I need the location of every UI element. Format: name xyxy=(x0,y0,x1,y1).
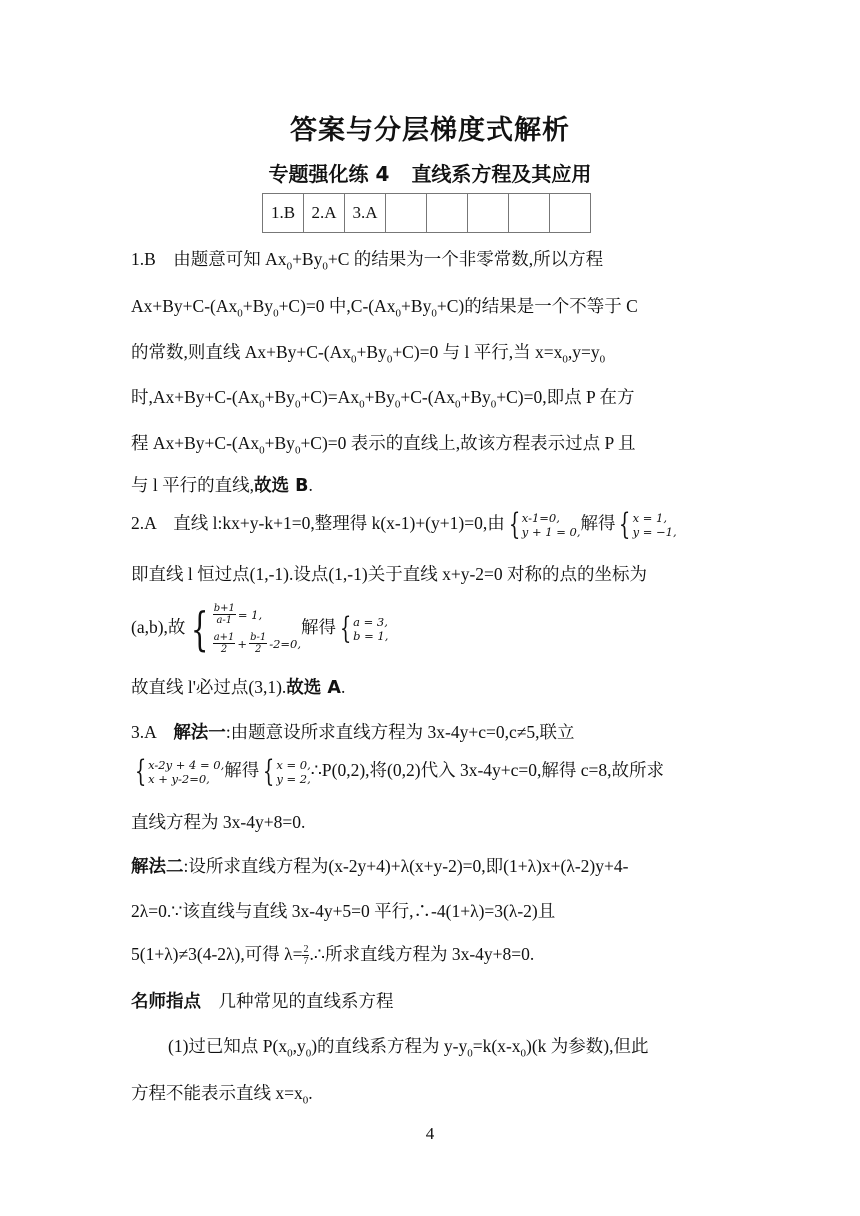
answer-cell: 1.B xyxy=(263,194,304,233)
answer-cell xyxy=(550,194,591,233)
page-number: 4 xyxy=(425,1124,435,1143)
q1-line-4: 时$,Ax+By+C-(Ax_0+By_0+C)=Ax_0+By_0+C-(Ax_0+By_0+C)=0$,即点 P 在方 xyxy=(131,387,635,411)
q1-line-5: 程 $Ax+By+C-(Ax_0+By_0+C)=0$ 表示的直线上,故该方程表示过点 P 且 xyxy=(131,433,636,457)
q2-ab-solution: { a = 3, b = 1, xyxy=(339,611,389,646)
page-title: 答案与分层梯度式解析 xyxy=(290,115,570,146)
q2-line-2: 即直线 l 恒过点(1,-1).设点(1,-1)关于直线 x+y-2=0 对称的点的坐标为 xyxy=(131,564,648,584)
q1-conclusion: 故选 B xyxy=(254,476,309,496)
q2-symmetry-system: { $\frac{b+1}{a-1}$ = 1, $\frac{a+1}{2}$ + $\frac{b-1}{2}$ -2=0, xyxy=(191,602,302,656)
q3-line-2: { x-2y + 4 = 0, x + y-2=0, 解得 { x = 0, y = 2, ∴P(0,2),将(0,2)代入 3x-4y+c=0,解得 c=8,故所求 xyxy=(131,757,664,787)
q3-line-6: 5(1+λ)≠3(4-2λ),可得 λ= $\frac{2}{7}$ .∴所求直线方程为 3x-4y+8=0. xyxy=(131,944,535,968)
q1-line-1: 1.B 由题意可知 $Ax_0+By_0+C$ 的结果为一个非零常数,所以方程 xyxy=(131,249,604,273)
q1-line-3: 的常数,则直线 $Ax+By+C-(Ax_0+By_0+C)=0$ 与 l 平行,当 $x=x_0,y=y_0$ xyxy=(131,342,606,366)
answer-cell xyxy=(427,194,468,233)
q3-method-two-label: 解法二 xyxy=(131,857,184,877)
q3-line-4: 解法二:设所求直线方程为(x-2y+4)+λ(x+y-2)=0,即(1+λ)x+(λ-2)y+4- xyxy=(131,856,629,877)
q3-method-one-label: 解法一 xyxy=(173,723,226,743)
answer-cell: 2.A xyxy=(304,194,345,233)
q3-line-3: 直线方程为 3x-4y+8=0. xyxy=(131,812,306,832)
q2-conclusion: 故选 A xyxy=(286,678,341,698)
q3-solution-system: { x = 0, y = 2, xyxy=(263,754,311,789)
tip-para-2: 方程不能表示直线 $x=x_0$. xyxy=(131,1083,313,1107)
q2-solution-system: { x = 1, y = −1, xyxy=(619,507,677,542)
answer-cell xyxy=(509,194,550,233)
q2-line-4: 故直线 l'必过点(3,1).故选 A. xyxy=(131,677,346,698)
answer-cell: 3.A xyxy=(345,194,386,233)
q2-equation-system: { x-1=0, y + 1 = 0, xyxy=(508,507,581,542)
answer-cell xyxy=(386,194,427,233)
q2-line-3: (a,b),故 { $\frac{b+1}{a-1}$ = 1, $\frac{a+1}{2}$ + $\frac{b-1}{2}$ -2=0, 解得 { a = 3, b = 1, xyxy=(131,602,389,656)
tip-label: 名师指点 xyxy=(131,992,201,1012)
section-subtitle xyxy=(0,158,860,187)
answer-cell xyxy=(468,194,509,233)
q2-line-1: 2.A 直线 l:kx+y-k+1=0,整理得 k(x-1)+(y+1)=0,由 { x-1=0, y + 1 = 0, 解得 { x = 1, y = −1, xyxy=(131,507,677,542)
q3-line-1: 3.A 解法一:由题意设所求直线方程为 3x-4y+c=0,c≠5,联立 xyxy=(131,722,575,743)
answer-table xyxy=(262,193,591,233)
subtitle-topic-number: 专题强化练 4 xyxy=(268,162,390,186)
q1-line-6: 与 l 平行的直线,故选 B. xyxy=(131,475,313,496)
tip-heading: 名师指点 几种常见的直线系方程 xyxy=(131,991,394,1012)
tip-para-1: (1)过已知点 $P(x_0,y_0)$的直线系方程为 $y-y_0=k(x-x_0)(k$ 为参数),但此 xyxy=(168,1036,649,1060)
q3-equation-system: { x-2y + 4 = 0, x + y-2=0, xyxy=(134,754,225,789)
q1-line-2: $Ax+By+C-(Ax_0+By_0+C)=0$ 中$,C-(Ax_0+By_0+C)$的结果是一个不等于 C xyxy=(131,296,638,320)
q3-line-5: 2λ=0.∵该直线与直线 3x-4y+5=0 平行,∴-4(1+λ)=3(λ-2)且 xyxy=(131,901,556,921)
subtitle-topic-name: 直线系方程及其应用 xyxy=(411,162,592,186)
